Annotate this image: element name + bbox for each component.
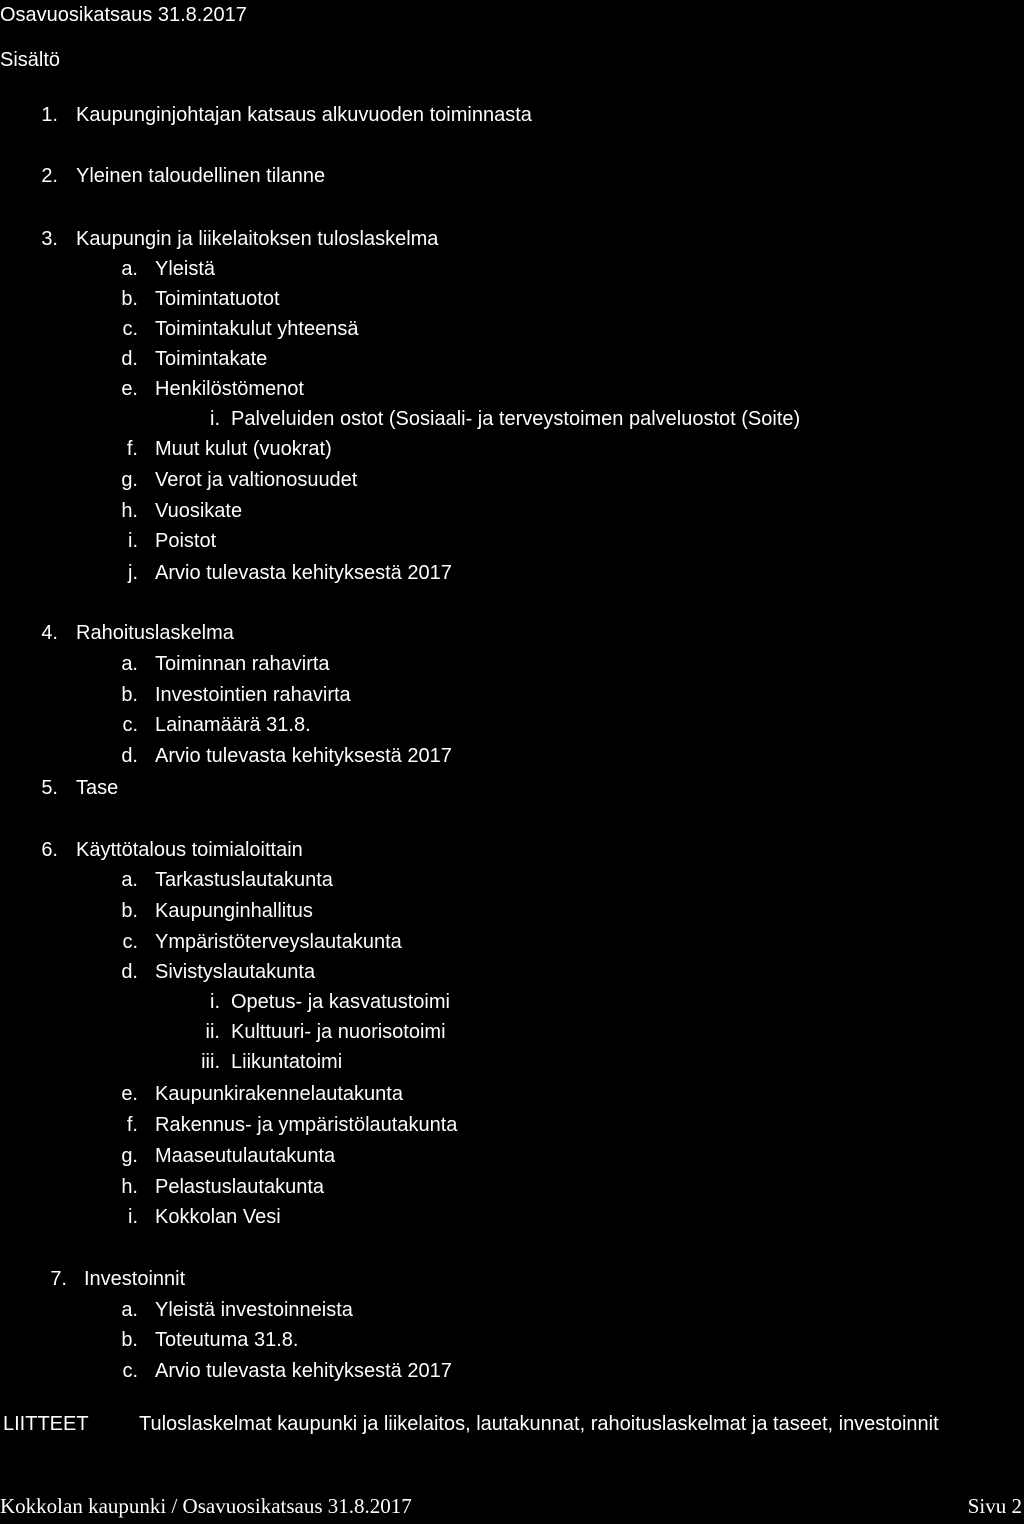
toc-subsection: Toimintakulut yhteensä <box>155 318 359 340</box>
appendix-text: Tuloslaskelmat kaupunki ja liikelaitos, lautakunnat, rahoituslaskelmat ja taseet, investoinnit <box>139 1413 939 1435</box>
toc-number: 3. <box>41 228 58 250</box>
toc-marker: c. <box>122 1360 138 1382</box>
toc-marker: ii. <box>205 1021 220 1043</box>
toc-marker: f. <box>126 438 138 460</box>
toc-marker: a. <box>121 653 138 675</box>
footer-page-number: Sivu 2 <box>967 1494 1022 1518</box>
toc-section: Yleinen taloudellinen tilanne <box>76 165 326 187</box>
toc-subsection: Investointien rahavirta <box>155 684 351 706</box>
toc-marker: i. <box>128 530 138 552</box>
toc-marker: h. <box>121 1176 138 1198</box>
toc-number: 6. <box>41 839 58 861</box>
toc-section: Käyttötalous toimialoittain <box>76 839 303 861</box>
toc-subsection: Sivistyslautakunta <box>155 961 316 983</box>
toc-marker: g. <box>121 1145 138 1167</box>
appendix-label: LIITTEET <box>3 1413 89 1435</box>
toc-section: Kaupunginjohtajan katsaus alkuvuoden toiminnasta <box>76 104 532 126</box>
footer-document-info: Kokkolan kaupunki / Osavuosikatsaus 31.8.2017 <box>0 1494 412 1518</box>
toc-marker: b. <box>121 684 138 706</box>
toc-marker: c. <box>122 714 138 736</box>
toc-number: 1. <box>41 104 58 126</box>
toc-subsection: Pelastuslautakunta <box>155 1176 325 1198</box>
toc-subsection: Ympäristöterveyslautakunta <box>155 931 402 953</box>
toc-subsubsection: Kulttuuri- ja nuorisotoimi <box>231 1021 446 1043</box>
toc-subsection: Verot ja valtionosuudet <box>155 469 358 491</box>
toc-section: Investoinnit <box>84 1268 186 1290</box>
toc-subsection: Henkilöstömenot <box>155 378 304 400</box>
toc-subsection: Poistot <box>155 530 217 552</box>
toc-marker: d. <box>121 348 138 370</box>
toc-marker: c. <box>122 318 138 340</box>
toc-number: 2. <box>41 165 58 187</box>
toc-subsection: Yleistä <box>155 258 216 280</box>
toc-subsection: Arvio tulevasta kehityksestä 2017 <box>155 562 452 584</box>
toc-subsection: Rakennus- ja ympäristölautakunta <box>155 1114 458 1136</box>
toc-marker: a. <box>121 869 138 891</box>
toc-subsection: Yleistä investoinneista <box>155 1299 353 1321</box>
toc-marker: i. <box>210 991 220 1013</box>
toc-marker: d. <box>121 961 138 983</box>
toc-marker: i. <box>210 408 220 430</box>
toc-subsection: Arvio tulevasta kehityksestä 2017 <box>155 1360 452 1382</box>
toc-subsubsection: Palveluiden ostot (Sosiaali- ja terveystoimen palveluostot (Soite) <box>231 408 801 430</box>
toc-subsection: Muut kulut (vuokrat) <box>155 438 332 460</box>
toc-subsection: Kaupunginhallitus <box>155 900 313 922</box>
toc-marker: h. <box>121 500 138 522</box>
toc-subsection: Kokkolan Vesi <box>155 1206 281 1228</box>
toc-subsection: Lainamäärä 31.8. <box>155 714 311 736</box>
toc-subsection: Toimintakate <box>155 348 268 370</box>
toc-number: 5. <box>41 777 58 799</box>
toc-marker: a. <box>121 258 138 280</box>
toc-subsection: Arvio tulevasta kehityksestä 2017 <box>155 745 452 767</box>
toc-subsection: Toimintatuotot <box>155 288 280 310</box>
toc-marker: b. <box>121 900 138 922</box>
toc-subsubsection: Opetus- ja kasvatustoimi <box>231 991 450 1013</box>
toc-marker: iii. <box>201 1051 220 1073</box>
toc-marker: i. <box>128 1206 138 1228</box>
toc-marker: b. <box>121 288 138 310</box>
toc-marker: g. <box>121 469 138 491</box>
toc-subsection: Maaseutulautakunta <box>155 1145 336 1167</box>
toc-marker: c. <box>122 931 138 953</box>
toc-marker: d. <box>121 745 138 767</box>
toc-subsection: Toiminnan rahavirta <box>155 653 330 675</box>
toc-number: 7. <box>50 1268 67 1290</box>
toc-marker: j. <box>128 562 138 584</box>
toc-marker: e. <box>121 1083 138 1105</box>
toc-marker: e. <box>121 378 138 400</box>
toc-number: 4. <box>41 622 58 644</box>
document-title: Osavuosikatsaus 31.8.2017 <box>0 4 247 26</box>
toc-marker: b. <box>121 1329 138 1351</box>
contents-heading: Sisältö <box>0 49 61 71</box>
toc-subsection: Kaupunkirakennelautakunta <box>155 1083 403 1105</box>
toc-subsection: Vuosikate <box>155 500 243 522</box>
toc-marker: f. <box>126 1114 138 1136</box>
toc-subsubsection: Liikuntatoimi <box>231 1051 343 1073</box>
toc-section: Rahoituslaskelma <box>76 622 234 644</box>
toc-subsection: Tarkastuslautakunta <box>155 869 333 891</box>
toc-section: Kaupungin ja liikelaitoksen tuloslaskelma <box>76 228 439 250</box>
toc-marker: a. <box>121 1299 138 1321</box>
toc-subsection: Toteutuma 31.8. <box>155 1329 299 1351</box>
toc-section: Tase <box>76 777 119 799</box>
